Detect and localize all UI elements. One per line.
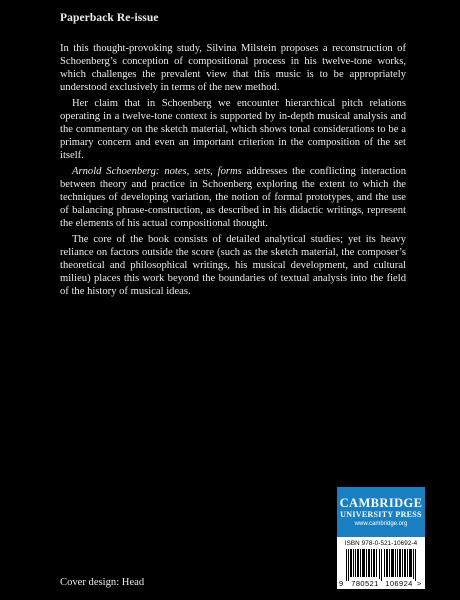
blurb-paragraph-4: The core of the book consists of detailed analytical studies; yet its heavy reliance on factors outside the score (such as the sketch material, the composer’s theoretical and philosophical writings, his musical development, and cultural milieu) places this work beyond the boundaries of textual analysis into the field of the history of musical ideas. [60, 234, 406, 297]
barcode-digit-first: 9 [339, 579, 344, 588]
barcode-digits [337, 579, 425, 589]
isbn-label: ISBN 978-0-521-10692-4 [344, 540, 418, 547]
cover-design-credit: Cover design: Head [60, 577, 145, 588]
blurb-paragraph-1: In this thought-provoking study, Silvina Milstein proposes a reconstruction of Schoenberg’s conception of compositional process in his twelve-tone works, which challenges the prevalent view that this music is to be appropriately understood exclusively in terms of the new method. [60, 43, 406, 93]
barcode-arrow: > [417, 579, 422, 588]
barcode-digit-group-2: 106924 [383, 579, 415, 589]
blurb-paragraph-2: Her claim that in Schoenberg we encounter hierarchical pitch relations operating in a twelve-tone context is supported by in-depth musical analysis and the commentary on the sketch material, which shows tonal considerations to be a primary concern and even an important criterion in the composition of the set itself. [60, 98, 406, 161]
book-title-italic: Arnold Schoenberg: notes, sets, forms [72, 166, 242, 177]
isbn-barcode [337, 537, 425, 589]
publisher-logo [337, 487, 425, 537]
publisher-name: CAMBRIDGE [339, 496, 423, 510]
blurb-paragraph-3-text: addresses the conflicting interaction between theory and practice in Schoenberg exploring the extent to which the techniques of developing variation, the notion of formal prototypes, and the use of balancing phrase-construction, as described in his didactic writings, represent the elements of his actual compositional thought. [60, 166, 406, 229]
blurb-paragraph-3 [60, 165, 406, 230]
barcode-bars [346, 549, 418, 581]
barcode-digit-group-1: 780521 [351, 579, 379, 588]
publisher-url: www.cambridge.org [354, 521, 408, 527]
publisher-subtitle: UNIVERSITY PRESS [340, 510, 422, 519]
reissue-heading: Paperback Re-issue [60, 12, 159, 24]
back-cover-blurb [60, 42, 406, 301]
